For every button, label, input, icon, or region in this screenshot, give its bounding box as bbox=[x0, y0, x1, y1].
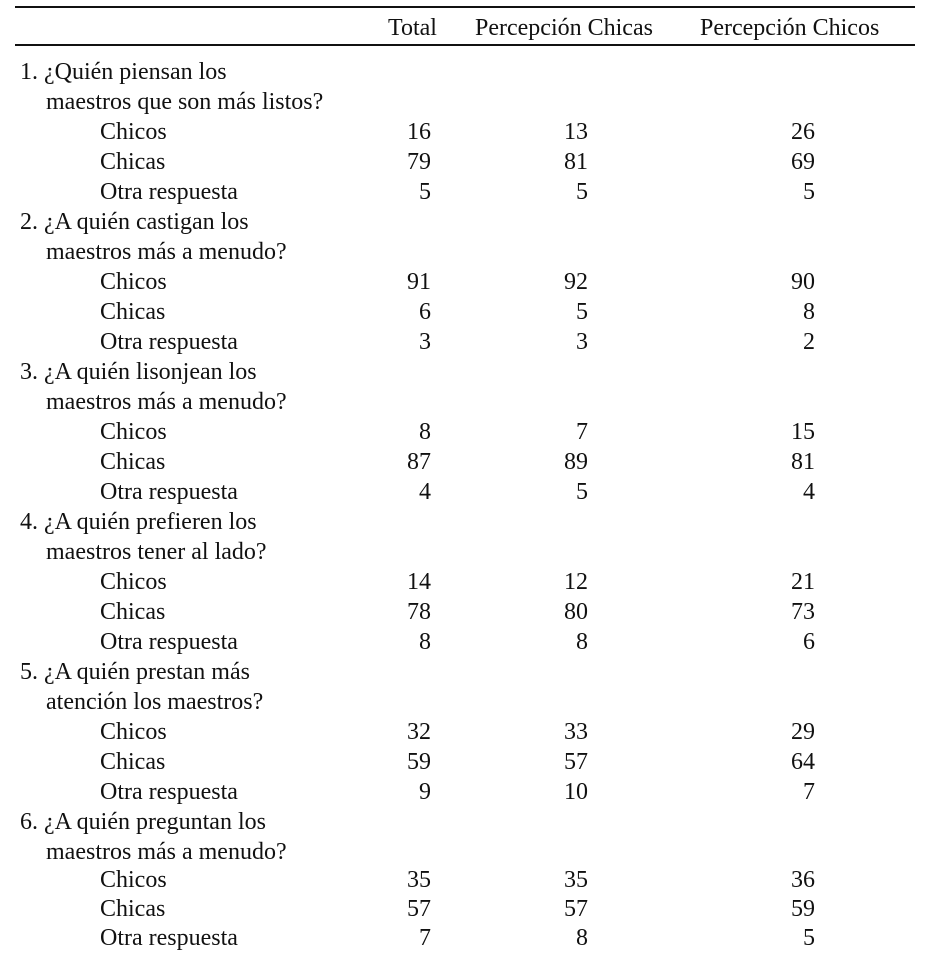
question-text-continued: atención los maestros? bbox=[46, 689, 264, 715]
value-chicos: 6 bbox=[803, 629, 815, 655]
value-chicos: 8 bbox=[803, 299, 815, 325]
question-text-continued: maestros tener al lado? bbox=[46, 539, 267, 565]
question-text-continued: maestros que son más listos? bbox=[46, 89, 324, 115]
header-percepcion-chicas: Percepción Chicas bbox=[475, 15, 653, 41]
value-chicas: 8 bbox=[576, 925, 588, 951]
question-text: 3. ¿A quién lisonjean los bbox=[20, 359, 257, 385]
value-chicos: 64 bbox=[791, 749, 815, 775]
value-chicas: 7 bbox=[576, 419, 588, 445]
value-chicos: 73 bbox=[791, 599, 815, 625]
value-total: 16 bbox=[407, 119, 431, 145]
value-total: 35 bbox=[407, 867, 431, 893]
table-row bbox=[0, 567, 925, 597]
value-total: 8 bbox=[419, 419, 431, 445]
answer-label: Chicas bbox=[100, 896, 166, 922]
table-row bbox=[0, 923, 925, 953]
answer-label: Otra respuesta bbox=[100, 179, 238, 205]
header-total: Total bbox=[388, 15, 437, 41]
answer-label: Chicas bbox=[100, 299, 166, 325]
question-block bbox=[0, 657, 925, 807]
table-row bbox=[0, 327, 925, 357]
question-block bbox=[0, 507, 925, 657]
table-row bbox=[0, 717, 925, 747]
value-chicas: 3 bbox=[576, 329, 588, 355]
value-chicos: 59 bbox=[791, 896, 815, 922]
value-chicas: 89 bbox=[564, 449, 588, 475]
answer-label: Chicos bbox=[100, 419, 167, 445]
answer-label: Otra respuesta bbox=[100, 329, 238, 355]
answer-label: Chicos bbox=[100, 867, 167, 893]
question-block bbox=[0, 357, 925, 507]
value-chicas: 57 bbox=[564, 896, 588, 922]
value-chicas: 5 bbox=[576, 479, 588, 505]
value-total: 8 bbox=[419, 629, 431, 655]
value-total: 91 bbox=[407, 269, 431, 295]
table-body bbox=[0, 57, 925, 957]
value-chicas: 80 bbox=[564, 599, 588, 625]
table-row bbox=[0, 447, 925, 477]
answer-label: Chicos bbox=[100, 269, 167, 295]
value-total: 78 bbox=[407, 599, 431, 625]
value-chicos: 90 bbox=[791, 269, 815, 295]
answer-label: Chicas bbox=[100, 149, 166, 175]
value-total: 57 bbox=[407, 896, 431, 922]
table-row bbox=[0, 865, 925, 895]
answer-label: Otra respuesta bbox=[100, 925, 238, 951]
table-row bbox=[0, 747, 925, 777]
question-block bbox=[0, 57, 925, 207]
answer-label: Otra respuesta bbox=[100, 629, 238, 655]
question-text: 6. ¿A quién preguntan los bbox=[20, 809, 266, 835]
table-row bbox=[0, 147, 925, 177]
question-text: 2. ¿A quién castigan los bbox=[20, 209, 249, 235]
answer-label: Chicos bbox=[100, 569, 167, 595]
value-chicos: 36 bbox=[791, 867, 815, 893]
answer-label: Chicas bbox=[100, 749, 166, 775]
answer-label: Chicas bbox=[100, 599, 166, 625]
header-percepcion-chicos: Percepción Chicos bbox=[700, 15, 880, 41]
value-total: 59 bbox=[407, 749, 431, 775]
value-chicas: 13 bbox=[564, 119, 588, 145]
value-chicos: 29 bbox=[791, 719, 815, 745]
table-row bbox=[0, 477, 925, 507]
value-chicas: 81 bbox=[564, 149, 588, 175]
value-total: 5 bbox=[419, 179, 431, 205]
header-rule bbox=[15, 44, 915, 46]
value-chicas: 57 bbox=[564, 749, 588, 775]
question-text: 4. ¿A quién prefieren los bbox=[20, 509, 257, 535]
table-row bbox=[0, 894, 925, 924]
value-total: 3 bbox=[419, 329, 431, 355]
value-chicas: 92 bbox=[564, 269, 588, 295]
answer-label: Otra respuesta bbox=[100, 479, 238, 505]
value-chicos: 7 bbox=[803, 779, 815, 805]
table-row bbox=[0, 417, 925, 447]
value-chicos: 15 bbox=[791, 419, 815, 445]
value-chicas: 5 bbox=[576, 299, 588, 325]
question-text-continued: maestros más a menudo? bbox=[46, 239, 287, 265]
value-total: 6 bbox=[419, 299, 431, 325]
table-row bbox=[0, 777, 925, 807]
table-row bbox=[0, 597, 925, 627]
value-chicas: 12 bbox=[564, 569, 588, 595]
value-chicas: 35 bbox=[564, 867, 588, 893]
value-chicas: 33 bbox=[564, 719, 588, 745]
question-text-continued: maestros más a menudo? bbox=[46, 389, 287, 415]
value-chicos: 26 bbox=[791, 119, 815, 145]
value-total: 79 bbox=[407, 149, 431, 175]
table-row bbox=[0, 627, 925, 657]
value-total: 14 bbox=[407, 569, 431, 595]
value-chicos: 21 bbox=[791, 569, 815, 595]
value-chicas: 10 bbox=[564, 779, 588, 805]
question-block bbox=[0, 207, 925, 357]
value-total: 32 bbox=[407, 719, 431, 745]
top-rule bbox=[15, 6, 915, 8]
question-block bbox=[0, 807, 925, 957]
value-total: 4 bbox=[419, 479, 431, 505]
value-chicos: 5 bbox=[803, 925, 815, 951]
table-row bbox=[0, 297, 925, 327]
value-total: 87 bbox=[407, 449, 431, 475]
answer-label: Chicos bbox=[100, 719, 167, 745]
answer-label: Otra respuesta bbox=[100, 779, 238, 805]
answer-label: Chicos bbox=[100, 119, 167, 145]
value-chicos: 5 bbox=[803, 179, 815, 205]
question-text-continued: maestros más a menudo? bbox=[46, 839, 287, 865]
value-chicas: 5 bbox=[576, 179, 588, 205]
value-chicas: 8 bbox=[576, 629, 588, 655]
value-total: 7 bbox=[419, 925, 431, 951]
question-text: 1. ¿Quién piensan los bbox=[20, 59, 227, 85]
table-row bbox=[0, 177, 925, 207]
value-chicos: 2 bbox=[803, 329, 815, 355]
answer-label: Chicas bbox=[100, 449, 166, 475]
value-chicos: 69 bbox=[791, 149, 815, 175]
table-row bbox=[0, 117, 925, 147]
table-row bbox=[0, 267, 925, 297]
value-total: 9 bbox=[419, 779, 431, 805]
value-chicos: 81 bbox=[791, 449, 815, 475]
question-text: 5. ¿A quién prestan más bbox=[20, 659, 250, 685]
value-chicos: 4 bbox=[803, 479, 815, 505]
